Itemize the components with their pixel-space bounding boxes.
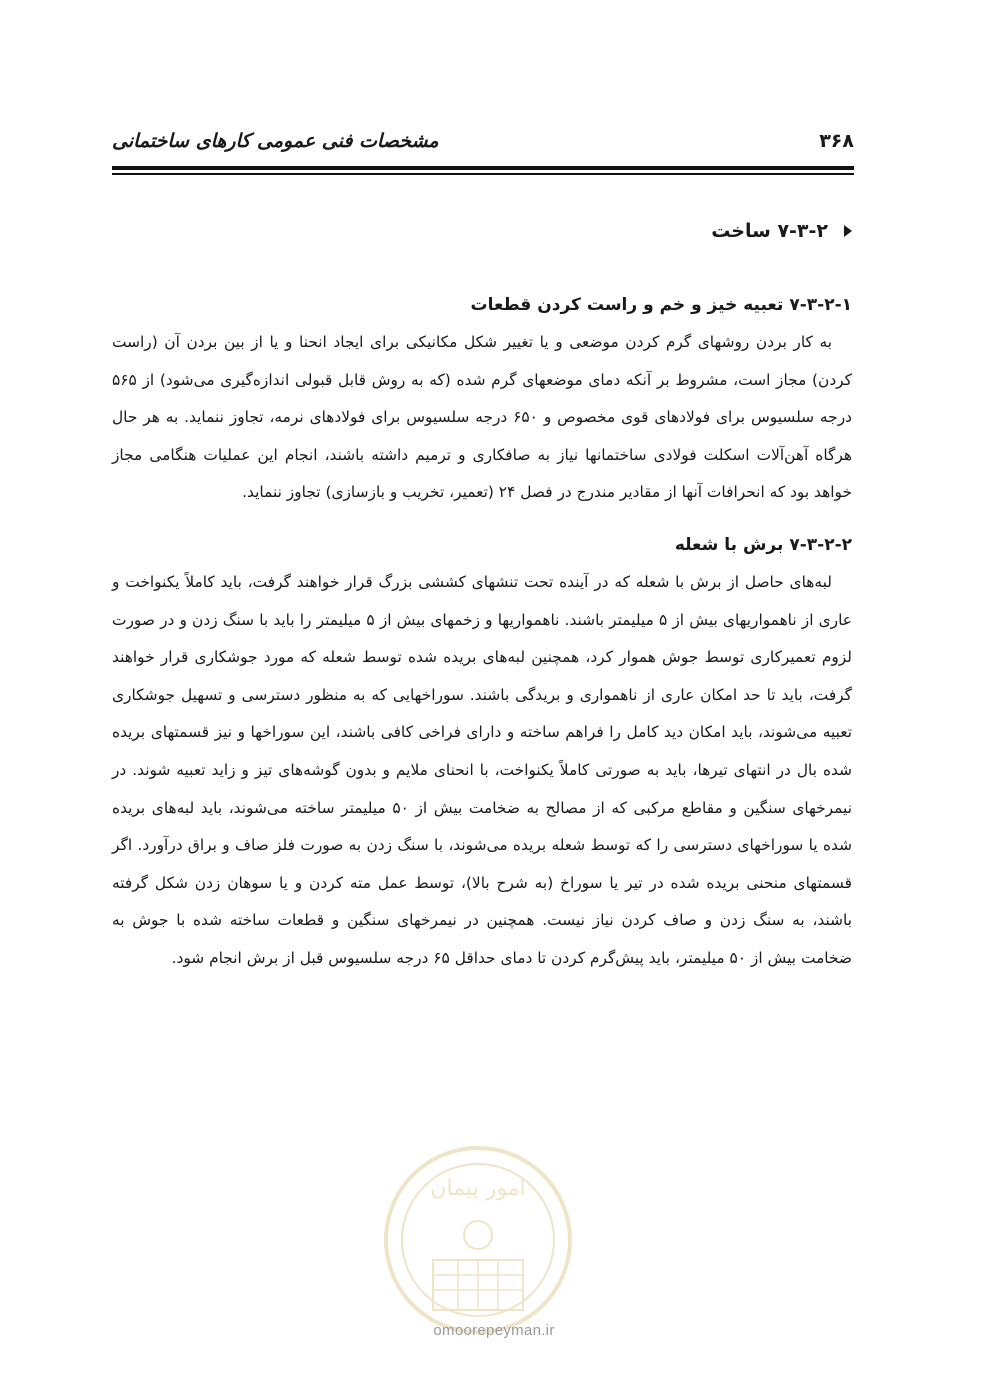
watermark-logo-icon <box>378 1140 578 1340</box>
subsection-heading-1: ۷-۳-۲-۱ تعبیه خیز و خم و راست کردن قطعات <box>470 295 852 315</box>
paragraph-1: به کار بردن روشهای گرم کردن موضعی و یا تغییر شکل مکانیکی برای ایجاد انحنا و یا از بین بردن آن (راست کردن) مجاز است، مشروط بر آنکه دمای موضعهای گرم شده (که به روش قابل قبولی اندازه‌گیری می‌شود) از ۵۶۵ درجه سلسیوس برای فولادهای قوی مخصوص و ۶۵۰ درجه سلسیوس برای فولادهای نرمه، تجاوز ننماید. به هر حال هرگاه آهن‌آلات اسکلت فولادی ساختمانها نیاز به صافکاری و ترمیم داشته باشند، انجام این عملیات هنگامی مجاز خواهد بود که انحرافات آنها از مقادیر مندرج در فصل ۲۴ (تعمیر، تخریب و بازسازی) تجاوز ننماید. <box>112 333 852 502</box>
watermark-url: omoorepeyman.ir <box>433 1322 555 1339</box>
section-heading <box>112 212 852 250</box>
watermark-logo-text: امور پیمان <box>430 1176 526 1201</box>
section-gap <box>112 512 852 526</box>
running-header <box>112 130 854 160</box>
subsection-heading-2: ۷-۳-۲-۲ برش با شعله <box>674 534 852 555</box>
triangle-bullet-icon <box>844 225 852 237</box>
page-content <box>112 212 852 978</box>
header-rule-thin <box>112 173 854 175</box>
header-rule-thick <box>112 166 854 170</box>
paragraph-2: لبه‌های حاصل از برش با شعله که در آینده تحت تنشهای کششی بزرگ قرار خواهند گرفت، باید کاملاً یکنواخت و عاری از ناهمواریهای بیش از ۵ میلیمتر باشند. ناهمواریها و زخمهای بیش از ۵ میلیمتر را باید با سنگ زدن و در صورت لزوم تعمیرکاری توسط جوش هموار کرد، همچنین لبه‌های بریده شده توسط شعله که مورد جوشکاری قرار خواهند گرفت، باید تا حد امکان عاری از ناهمواری و بریدگی باشند. سوراخهایی که به منظور دسترسی و تسهیل جوشکاری تعبیه می‌شوند، باید امکان دید کامل را فراهم ساخته و دارای فراخی کافی باشند، این سوراخها و نیز قسمتهای بریده شده بال در انتهای تیرها، باید به صورتی کاملاً یکنواخت، با انحنای ملایم و بدون گوشه‌های تیز و زاید تعبیه شوند. در نیمرخهای سنگین و مقاطع مرکبی که از مصالح به ضخامت بیش از ۵۰ میلیمتر ساخته می‌شوند، باید لبه‌های بریده شده یا سوراخهای دسترسی را که توسط شعله بریده می‌شوند، با سنگ زدن به صورت فلز صاف و براق درآورد. اگر قسمتهای منحنی بریده شده در تیر یا سوراخ (به شرح بالا)، توسط عمل مته کردن و یا سوهان زدن شکل گرفته باشند، به سنگ زدن و صاف کردن نیاز نیست. همچنین در نیمرخهای سنگین و قطعات ساخته شده با جوش به ضخامت بیش از ۵۰ میلیمتر، باید پیش‌گرم کردن تا دمای حداقل ۶۵ درجه سلسیوس قبل از برش انجام شود. <box>112 572 852 967</box>
page-number: ۳۶۸ <box>819 130 854 152</box>
book-title: مشخصات فنی عمومی کارهای ساختمانی <box>112 130 439 152</box>
section-heading-text: ۷-۳-۲ ساخت <box>711 220 828 242</box>
